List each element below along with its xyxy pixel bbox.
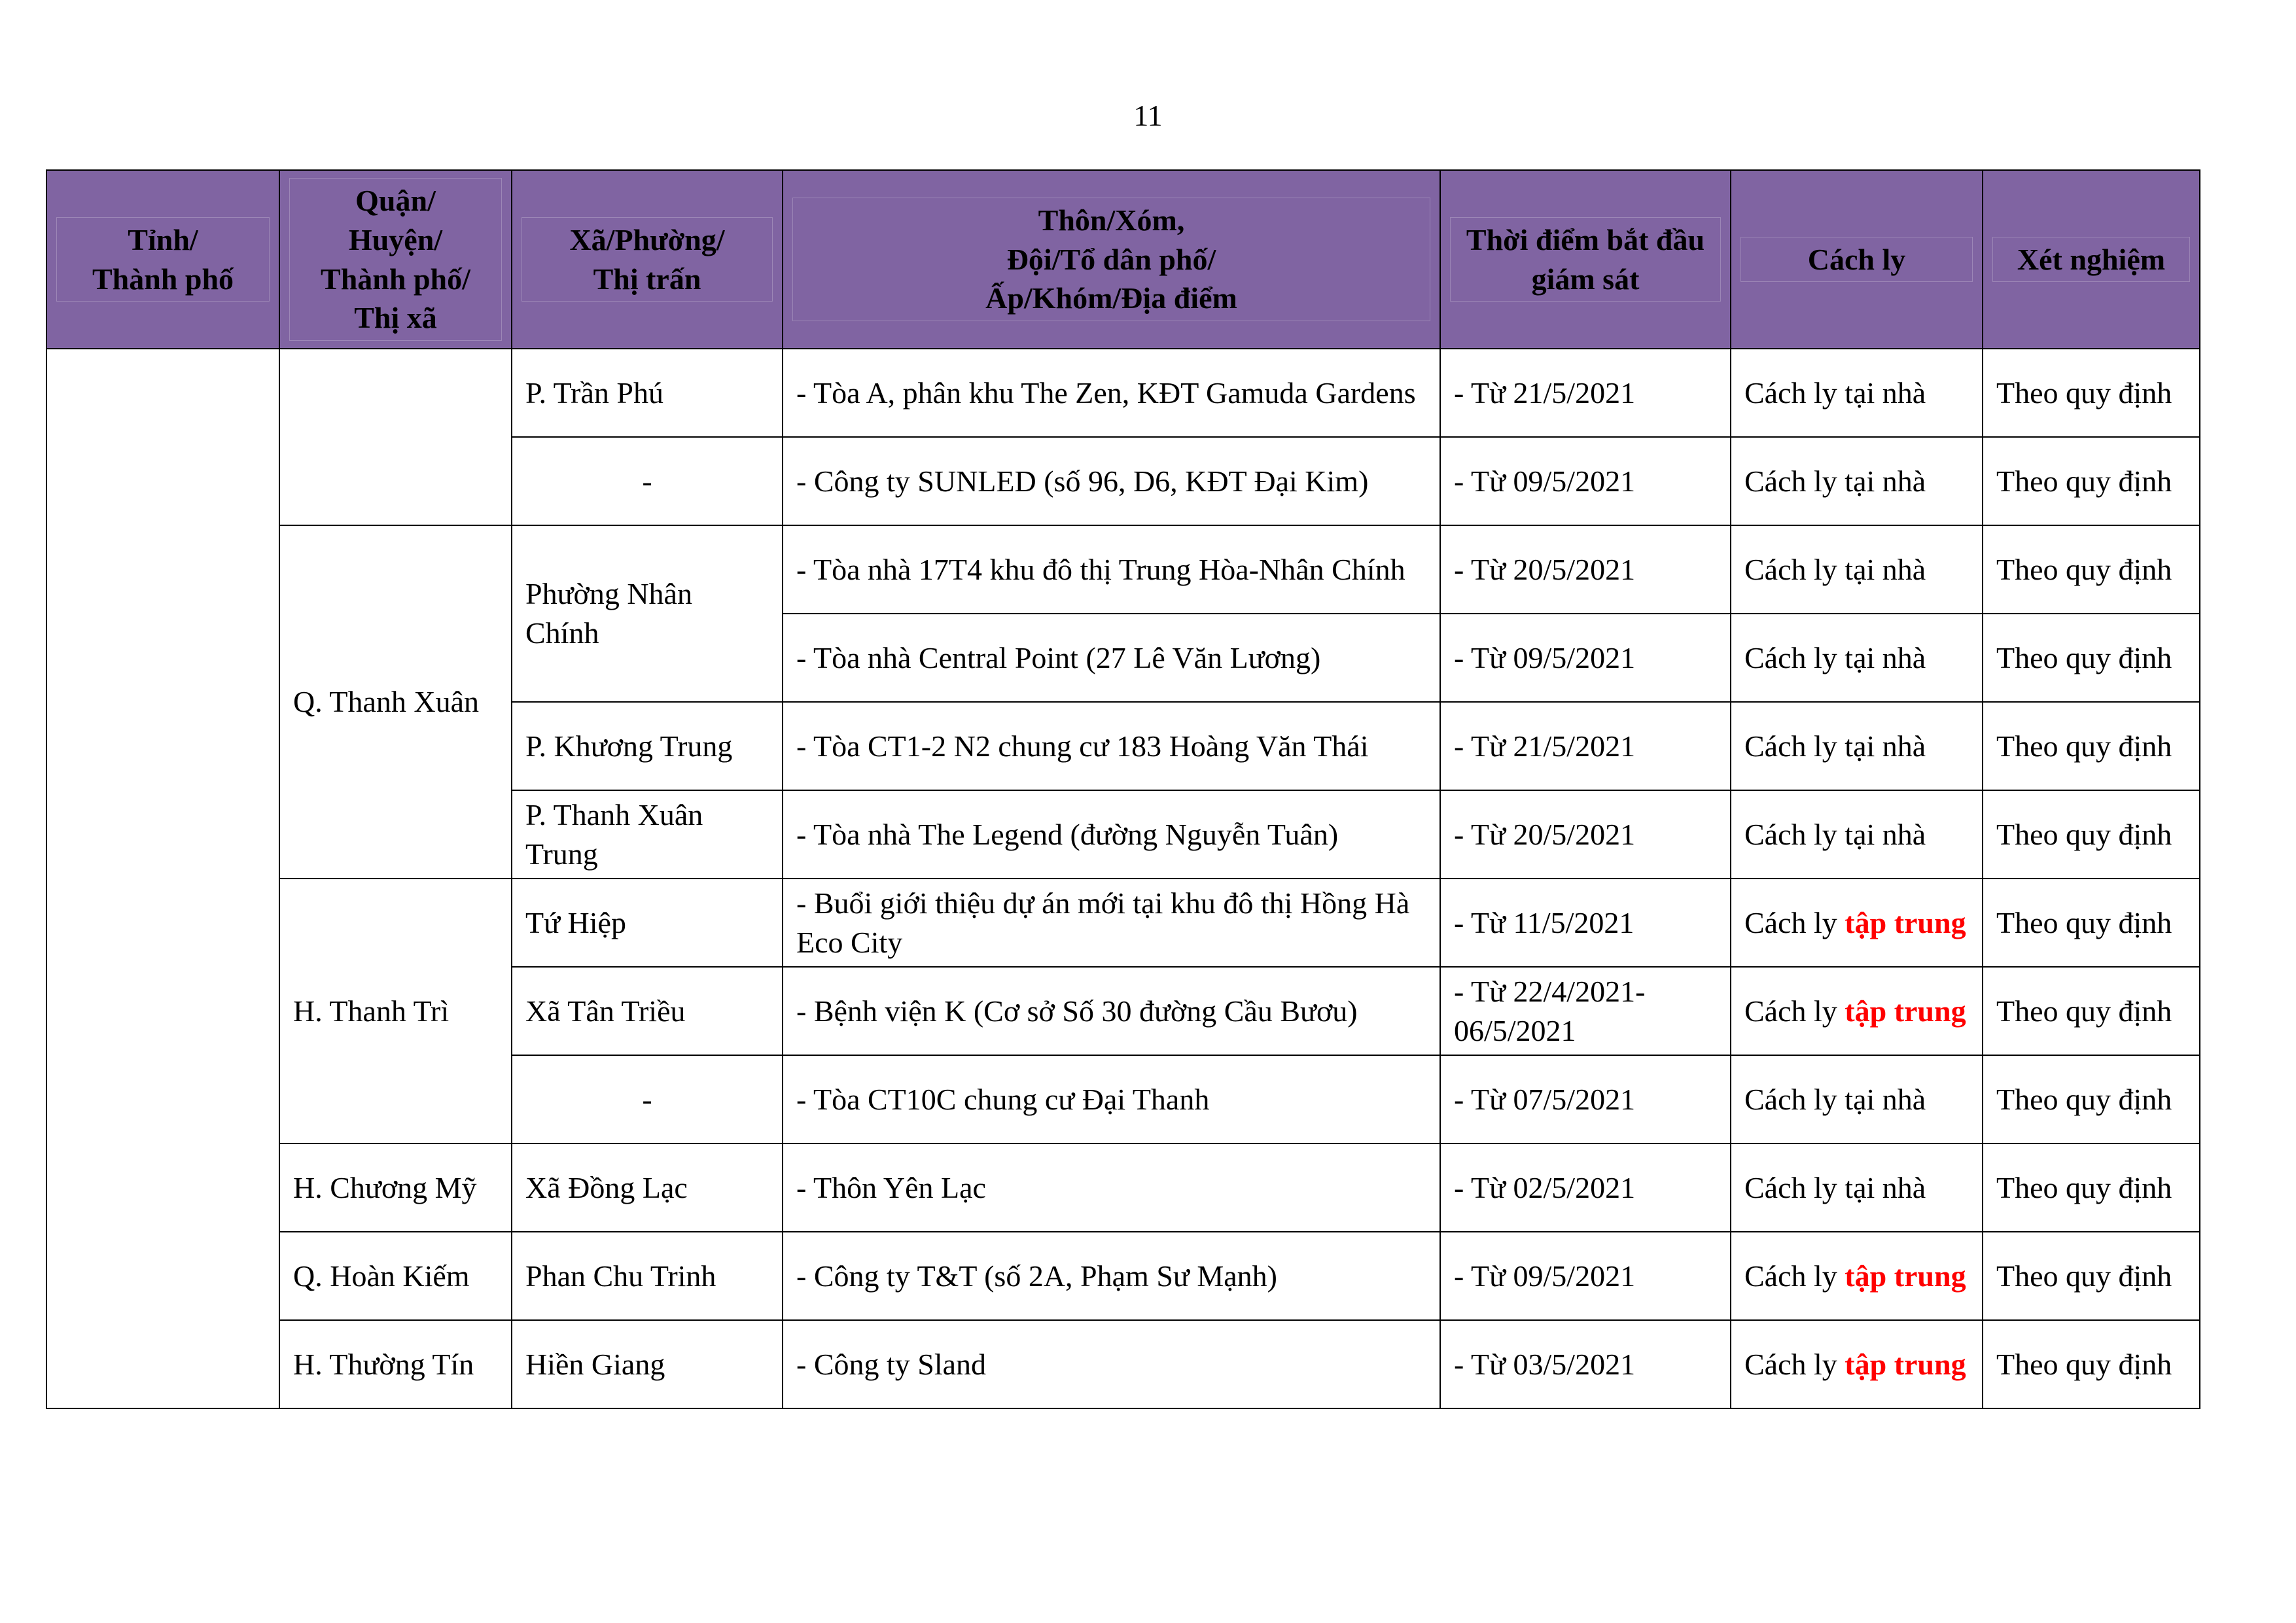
table-row: [46, 349, 2200, 437]
isolation-cell: Cách ly tại nhà: [1731, 1055, 1983, 1143]
page-number: 11: [1133, 99, 1163, 132]
testing-cell: Theo quy định: [1983, 1232, 2200, 1320]
district-cell: H. Chương Mỹ: [279, 1143, 512, 1232]
ward-cell: Xã Tân Triều: [512, 967, 783, 1055]
isolation-highlight: tập trung: [1845, 1259, 1966, 1293]
isolation-cell: Cách ly tập trung: [1731, 1232, 1983, 1320]
district-cell: Q. Thanh Xuân: [279, 525, 512, 879]
testing-cell: Theo quy định: [1983, 614, 2200, 702]
table-row: [46, 1232, 2200, 1320]
start-time-cell: - Từ 09/5/2021: [1440, 1232, 1731, 1320]
start-time-cell: - Từ 22/4/2021-06/5/2021: [1440, 967, 1731, 1055]
isolation-highlight: tập trung: [1845, 905, 1966, 939]
ward-cell: P. Thanh Xuân Trung: [512, 790, 783, 879]
testing-cell: Theo quy định: [1983, 879, 2200, 967]
header-district: Quận/ Huyện/ Thành phố/ Thị xã: [279, 170, 512, 349]
ward-cell: -: [512, 437, 783, 525]
ward-cell: Phường Nhân Chính: [512, 525, 783, 702]
testing-cell: Theo quy định: [1983, 1320, 2200, 1408]
ward-cell: Hiền Giang: [512, 1320, 783, 1408]
start-time-cell: - Từ 02/5/2021: [1440, 1143, 1731, 1232]
district-cell: [279, 349, 512, 525]
isolation-cell: Cách ly tại nhà: [1731, 525, 1983, 614]
province-cell: [46, 349, 279, 1408]
location-cell: - Buổi giới thiệu dự án mới tại khu đô thị Hồng Hà Eco City: [783, 879, 1440, 967]
location-cell: - Tòa CT10C chung cư Đại Thanh: [783, 1055, 1440, 1143]
testing-cell: Theo quy định: [1983, 437, 2200, 525]
isolation-cell: Cách ly tại nhà: [1731, 790, 1983, 879]
table-row: [46, 525, 2200, 614]
start-time-cell: - Từ 09/5/2021: [1440, 437, 1731, 525]
isolation-cell: Cách ly tại nhà: [1731, 437, 1983, 525]
testing-cell: Theo quy định: [1983, 790, 2200, 879]
isolation-cell: Cách ly tập trung: [1731, 879, 1983, 967]
start-time-cell: - Từ 20/5/2021: [1440, 525, 1731, 614]
testing-cell: Theo quy định: [1983, 1143, 2200, 1232]
header-ward: Xã/Phường/ Thị trấn: [512, 170, 783, 349]
isolation-cell: Cách ly tại nhà: [1731, 1143, 1983, 1232]
location-cell: - Tòa CT1-2 N2 chung cư 183 Hoàng Văn Thái: [783, 702, 1440, 790]
testing-cell: Theo quy định: [1983, 525, 2200, 614]
location-cell: - Thôn Yên Lạc: [783, 1143, 1440, 1232]
monitoring-table: [46, 169, 2200, 1409]
table-row: [46, 1143, 2200, 1232]
ward-cell: Phan Chu Trinh: [512, 1232, 783, 1320]
isolation-highlight: tập trung: [1845, 1347, 1966, 1381]
header-testing: Xét nghiệm: [1983, 170, 2200, 349]
header-row: [46, 170, 2200, 349]
location-cell: - Tòa nhà 17T4 khu đô thị Trung Hòa-Nhân Chính: [783, 525, 1440, 614]
district-cell: H. Thanh Trì: [279, 879, 512, 1143]
location-cell: - Tòa nhà The Legend (đường Nguyễn Tuân): [783, 790, 1440, 879]
testing-cell: Theo quy định: [1983, 349, 2200, 437]
isolation-cell: Cách ly tập trung: [1731, 1320, 1983, 1408]
ward-cell: P. Trần Phú: [512, 349, 783, 437]
isolation-cell: Cách ly tại nhà: [1731, 349, 1983, 437]
ward-cell: Xã Đồng Lạc: [512, 1143, 783, 1232]
ward-cell: P. Khương Trung: [512, 702, 783, 790]
table-row: [46, 879, 2200, 967]
isolation-cell: Cách ly tại nhà: [1731, 614, 1983, 702]
start-time-cell: - Từ 21/5/2021: [1440, 349, 1731, 437]
location-cell: - Công ty SUNLED (số 96, D6, KĐT Đại Kim): [783, 437, 1440, 525]
start-time-cell: - Từ 21/5/2021: [1440, 702, 1731, 790]
location-cell: - Tòa nhà Central Point (27 Lê Văn Lương): [783, 614, 1440, 702]
ward-cell: -: [512, 1055, 783, 1143]
isolation-cell: Cách ly tập trung: [1731, 967, 1983, 1055]
district-cell: H. Thường Tín: [279, 1320, 512, 1408]
location-cell: - Công ty Sland: [783, 1320, 1440, 1408]
start-time-cell: - Từ 09/5/2021: [1440, 614, 1731, 702]
start-time-cell: - Từ 03/5/2021: [1440, 1320, 1731, 1408]
isolation-highlight: tập trung: [1845, 994, 1966, 1028]
location-cell: - Tòa A, phân khu The Zen, KĐT Gamuda Gardens: [783, 349, 1440, 437]
header-location: Thôn/Xóm, Đội/Tổ dân phố/ Ấp/Khóm/Địa điểm: [783, 170, 1440, 349]
testing-cell: Theo quy định: [1983, 1055, 2200, 1143]
header-isolation: Cách ly: [1731, 170, 1983, 349]
header-start-time: Thời điểm bắt đầu giám sát: [1440, 170, 1731, 349]
location-cell: - Công ty T&T (số 2A, Phạm Sư Mạnh): [783, 1232, 1440, 1320]
header-province: Tỉnh/ Thành phố: [46, 170, 279, 349]
testing-cell: Theo quy định: [1983, 702, 2200, 790]
start-time-cell: - Từ 20/5/2021: [1440, 790, 1731, 879]
location-cell: - Bệnh viện K (Cơ sở Số 30 đường Cầu Bươu): [783, 967, 1440, 1055]
start-time-cell: - Từ 07/5/2021: [1440, 1055, 1731, 1143]
start-time-cell: - Từ 11/5/2021: [1440, 879, 1731, 967]
table-row: [46, 1320, 2200, 1408]
isolation-cell: Cách ly tại nhà: [1731, 702, 1983, 790]
ward-cell: Tứ Hiệp: [512, 879, 783, 967]
testing-cell: Theo quy định: [1983, 967, 2200, 1055]
district-cell: Q. Hoàn Kiếm: [279, 1232, 512, 1320]
